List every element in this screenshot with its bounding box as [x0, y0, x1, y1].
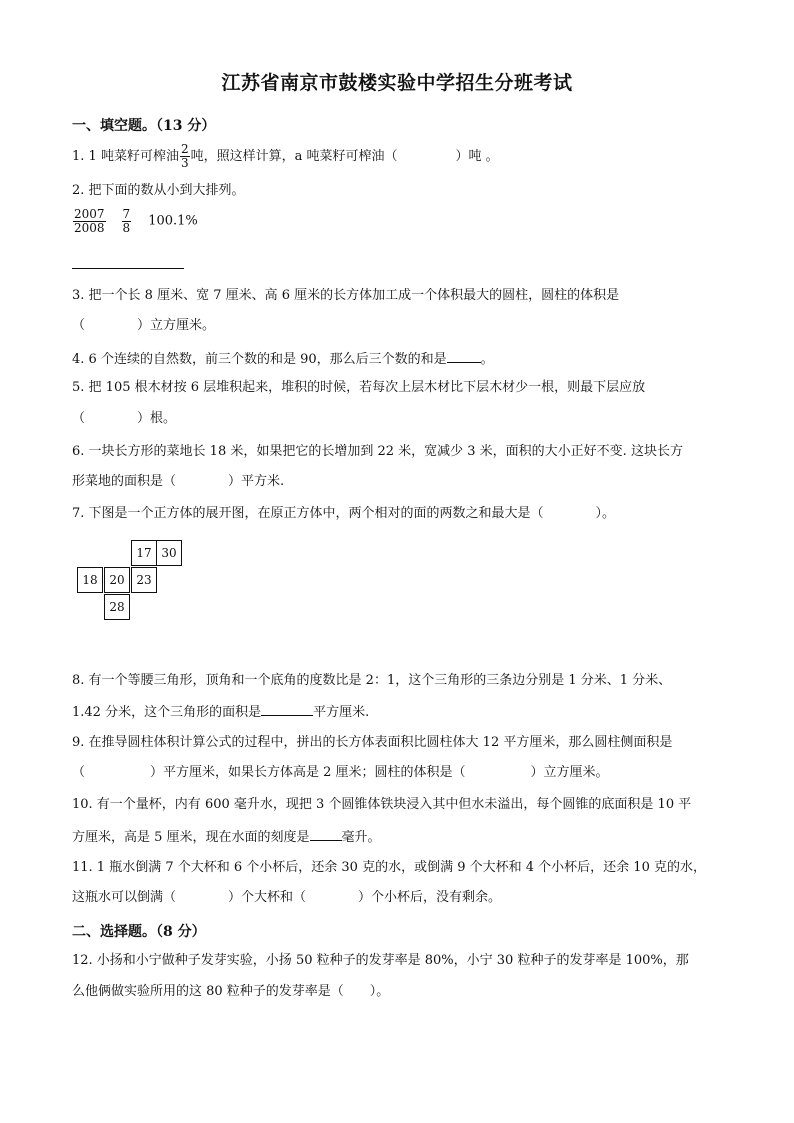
answer-blank[interactable] — [310, 828, 342, 841]
question-11-line-1: 11. 1 瓶水倒满 7 个大杯和 6 个小杯后，还余 30 克的水，或倒满 9 个大杯和 4 个小杯后，还余 10 克的水， — [72, 860, 706, 875]
question-12-line-1: 12. 小扬和小宁做种子发芽实验，小扬 50 粒种子的发芽率是 80%，小宁 30 粒种子的发芽率是 100%，那 — [72, 953, 689, 968]
question-2: 2. 把下面的数从小到大排列。 — [72, 183, 245, 198]
question-10-line-2 — [72, 828, 381, 846]
question-4-text-b: 。 — [480, 352, 494, 367]
question-10-line-1: 10. 有一个量杯，内有 600 毫升水，现把 3 个圆锥体铁块浸入其中但水未溢出，每个圆锥的底面积是 10 平 — [72, 797, 692, 812]
question-6-line-2: 形菜地的面积是（ ）平方米. — [72, 474, 285, 489]
question-3-line-2: （ ）立方厘米。 — [72, 318, 216, 333]
net-cell: 18 — [77, 567, 103, 593]
question-4-text-a: 4. 6 个连续的自然数，前三个数的和是 90，那么后三个数的和是 — [72, 352, 447, 367]
net-cell: 17 — [131, 540, 157, 566]
question-12-line-2: 么他俩做实验所用的这 80 粒种子的发芽率是（ ）。 — [72, 984, 390, 999]
net-cell: 20 — [104, 567, 130, 593]
answer-line[interactable] — [72, 268, 184, 269]
fraction-7-8: $\frac{7}{8}$ — [122, 207, 131, 235]
section-heading-choice: 二、选择题。（8 分） — [72, 924, 206, 940]
question-8-line-1: 8. 有一个等腰三角形，顶角和一个底角的度数比是 2：1，这个三角形的三条边分别是 1 分米、1 分米、 — [72, 673, 672, 688]
answer-blank[interactable] — [447, 350, 481, 363]
question-3-line-1: 3. 把一个长 8 厘米、宽 7 厘米、高 6 厘米的长方体加工成一个体积最大的圆柱，圆柱的体积是 — [72, 288, 620, 303]
page-title: 江苏省南京市鼓楼实验中学招生分班考试 — [221, 72, 573, 94]
question-5-line-1: 5. 把 105 根木材按 6 层堆积起来，堆积的时候，若每次上层木材比下层木材少一根，则最下层应放 — [72, 380, 646, 395]
question-1-text-a: 1. 1 吨菜籽可榨油 — [72, 149, 179, 164]
question-6-line-1: 6. 一块长方形的菜地长 18 米，如果把它的长增加到 22 米，宽减少 3 米，面积的大小正好不变. 这块长方 — [72, 444, 683, 459]
percent-value: 100.1% — [148, 213, 198, 229]
question-8-line-2 — [72, 703, 369, 721]
question-2-numbers — [72, 208, 198, 235]
question-8-text-b: 平方厘米. — [313, 705, 370, 720]
question-4 — [72, 350, 494, 368]
answer-blank[interactable] — [261, 703, 313, 716]
question-1 — [72, 143, 499, 170]
fraction-two-thirds: $\frac{2}{3}$ — [180, 142, 189, 170]
section-heading-fill-in: 一、填空题。（13 分） — [72, 118, 216, 134]
question-9-line-2: （ ）平方厘米，如果长方体高是 2 厘米；圆柱的体积是（ ）立方厘米。 — [72, 765, 609, 780]
question-10-text-a: 方厘米，高是 5 厘米，现在水面的刻度是 — [72, 830, 310, 845]
question-5-line-2: （ ）根。 — [72, 411, 177, 426]
question-1-text-b: 吨，照这样计算，a 吨菜籽可榨油（ — [190, 149, 398, 164]
fraction-2007-2008: $\frac{2007}{2008}$ — [74, 207, 105, 235]
question-10-text-b: 毫升。 — [341, 830, 381, 845]
question-8-text-a: 1.42 分米，这个三角形的面积是 — [72, 705, 262, 720]
question-9-line-1: 9. 在推导圆柱体积计算公式的过程中，拼出的长方体表面积比圆柱体大 12 平方厘米，那么圆柱侧面积是 — [72, 735, 673, 750]
question-7: 7. 下图是一个正方体的展开图，在原正方体中，两个相对的面的两数之和最大是（ ）。 — [72, 506, 616, 521]
net-cell: 23 — [131, 567, 157, 593]
net-cell: 28 — [104, 594, 130, 620]
question-11-line-2: 这瓶水可以倒满（ ）个大杯和（ ）个小杯后，没有剩余。 — [72, 890, 502, 905]
question-1-text-c: ）吨 。 — [455, 149, 499, 164]
net-cell: 30 — [156, 540, 182, 566]
